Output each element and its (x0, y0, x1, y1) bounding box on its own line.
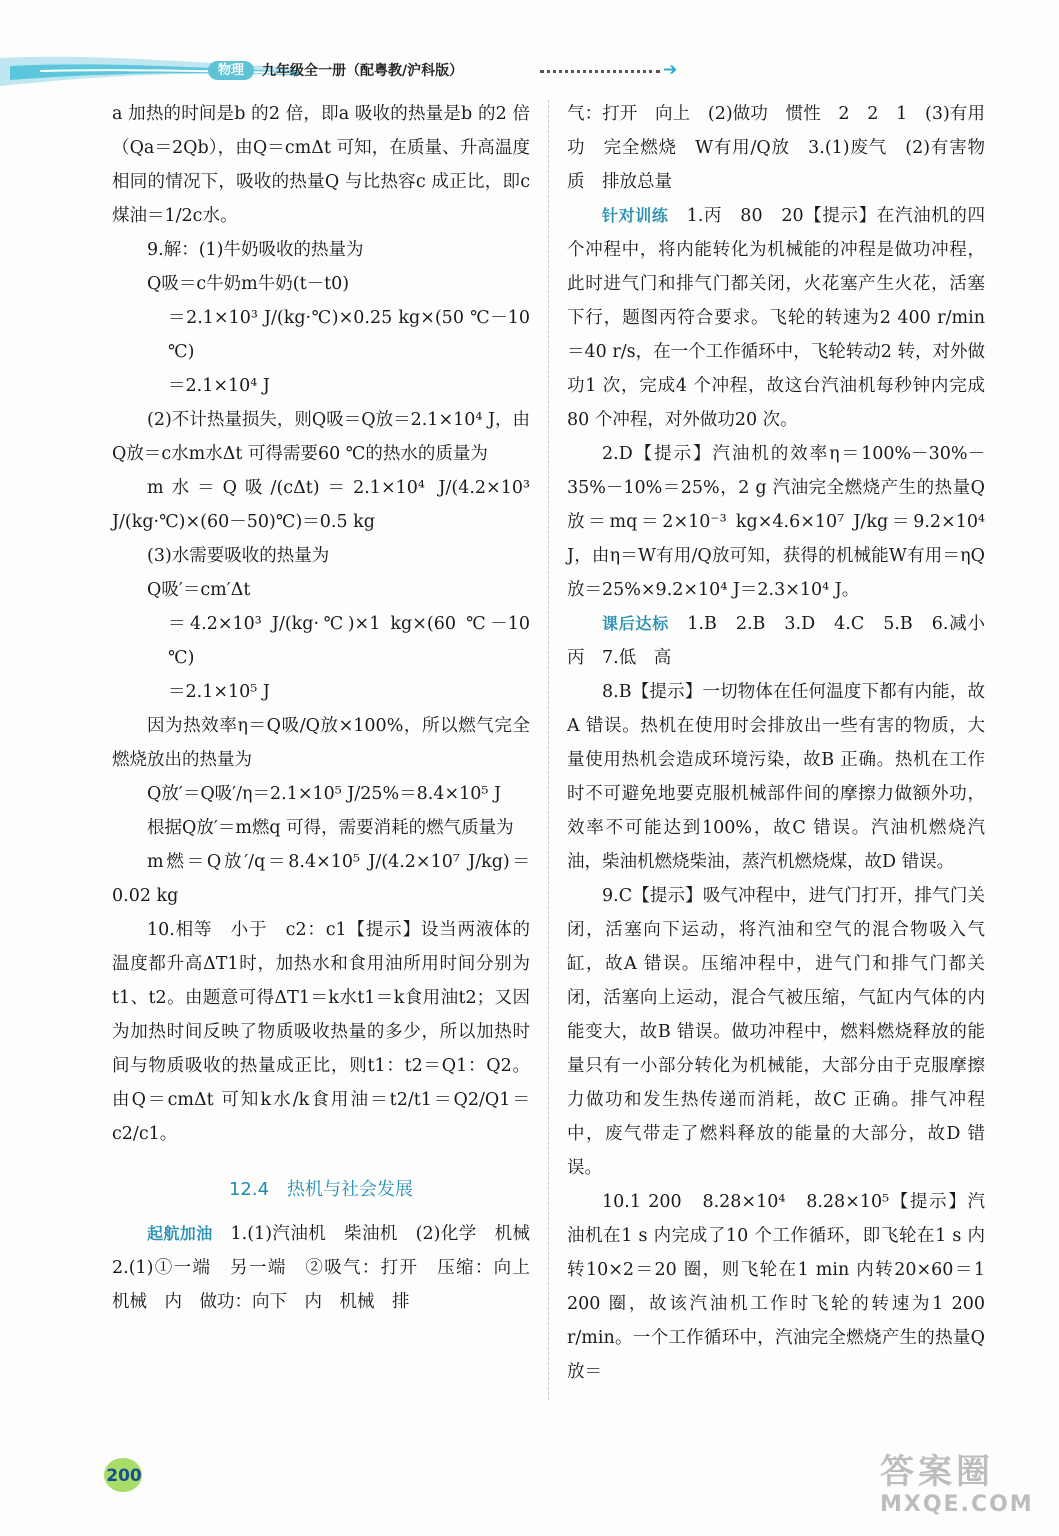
section-tag: 针对训练 (602, 206, 669, 225)
section-tag: 课后达标 (602, 614, 670, 633)
answer-paragraph (567, 199, 985, 437)
page-header (0, 52, 1059, 92)
formula-line: ＝2.1×10⁵ J (168, 682, 270, 702)
formula-line: m燃＝Q放′/q＝8.4×10⁵ J/(4.2×10⁷ J/kg)＝0.02 kg (112, 852, 530, 906)
answer-paragraph: 因为热效率η＝Q吸/Q放×100%，所以燃气完全燃烧放出的热量为 (112, 716, 530, 770)
formula-line: ＝2.1×10⁴ J (168, 376, 270, 396)
answer-paragraph: 9.解：(1)牛奶吸收的热量为 (147, 240, 364, 260)
formula-line: m水＝Q吸/(cΔt)＝2.1×10⁴ J/(4.2×10³ J/(kg·℃)×(60－50)℃)＝0.5 kg (112, 478, 530, 532)
section-title: 12.4 热机与社会发展 (228, 1179, 414, 1200)
section-tag: 起航加油 (147, 1224, 213, 1243)
header-dotted-line (540, 70, 660, 73)
answer-paragraph: 根据Q放′＝m燃q 可得，需要消耗的燃气质量为 (147, 818, 514, 838)
answer-paragraph: 9.C【提示】吸气冲程中，进气门打开，排气门关闭，活塞向下运动，将汽油和空气的混合物吸入气缸，故A 错误。压缩冲程中，进气门和排气门都关闭，活塞向上运动，混合气被压缩，气缸内气体的内能变大，故B 错误。做功冲程中，燃料燃烧释放的能量只有一小部分转化为机械能，大部分由于克服摩擦力做功和发生热传递而消耗，故C 正确。排气冲程中，废气带走了燃料释放的能量的大部分，故D 错误。 (567, 886, 985, 1178)
answer-text: 1.B 2.B 3.D 4.C 5.B 6.减小 丙 7.低 高 (567, 614, 1003, 668)
answer-paragraph (567, 607, 1003, 675)
formula-line: Q放′＝Q吸′/η＝2.1×10⁵ J/25%＝8.4×10⁵ J (147, 784, 502, 804)
arrow-right-icon: ➔ (663, 60, 678, 80)
answer-paragraph (112, 1217, 548, 1319)
answer-paragraph: a 加热的时间是b 的2 倍，即a 吸收的热量是b 的2 倍（Qa＝2Qb），由Q＝cmΔt 可知，在质量、升高温度相同的情况下，吸收的热量Q 与比热容c 成正比，即c煤油＝1/2c水。 (112, 104, 530, 226)
right-column (567, 97, 1003, 1389)
answer-paragraph: 气：打开 向上 (2)做功 惯性 2 2 1 (3)有用功 完全燃烧 W有用/Q放 3.(1)废气 (2)有害物质 排放总量 (567, 104, 985, 192)
answer-paragraph: 10.1 200 8.28×10⁴ 8.28×10⁵【提示】汽油机在1 s 内完成了10 个工作循环，即飞轮在1 s 内转10×2＝20 圈，则飞轮在1 min 内转20×60＝1 200 圈，故该汽油机工作时飞轮的转速为1 200 r/min。一个工作循环中，汽油完全燃烧产生的热量Q放＝ (567, 1192, 985, 1382)
answer-paragraph: 10.相等 小于 c2：c1【提示】设当两液体的温度都升高ΔT1时，加热水和食用油所用时间分别为t1、t2。由题意可得ΔT1＝k水t1＝k食用油t2；又因为加热时间反映了物质吸收热量的多少，所以加热时间与物质吸收的热量成正比，则t1：t2＝Q1：Q2。由Q＝cmΔt 可知k水/k食用油＝t2/t1＝Q2/Q1＝c2/c1。 (112, 920, 530, 1144)
page-number-badge (102, 1452, 146, 1496)
watermark-text: 答案圈 (880, 1452, 994, 1492)
answer-paragraph: 2.D【提示】汽油机的效率η＝100%－30%－35%－10%＝25%，2 g 汽油完全燃烧产生的热量Q放＝mq＝2×10⁻³ kg×4.6×10⁷ J/kg＝9.2×10⁴ J，由η＝W有用/Q放可知，获得的机械能W有用＝ηQ放＝25%×9.2×10⁴ J＝2.3×10⁴ J。 (567, 444, 985, 600)
subject-badge: 物理 (208, 61, 254, 80)
answer-paragraph: (2)不计热量损失，则Q吸＝Q放＝2.1×10⁴ J，由Q放＝c水m水Δt 可得需要60 ℃的热水的质量为 (112, 410, 530, 464)
answer-text: 1.(1)汽油机 柴油机 (2)化学 机械 2.(1)①一端 另一端 ②吸气：打开 压缩：向上 机械 内 做功：向下 内 机械 排 (112, 1224, 548, 1312)
page-number: 200 (106, 1466, 142, 1486)
answer-text: 1.丙 80 20【提示】在汽油机的四个冲程中，将内能转化为机械能的冲程是做功冲程，此时进气门和排气门都关闭，火花塞产生火花，活塞下行，题图丙符合要求。飞轮的转速为2 400 r/min＝40 r/s，在一个工作循环中，飞轮转动2 转，对外做功1 次，完成4 个冲程，故这台汽油机每秒钟内完成80 个冲程，对外做功20 次。 (567, 206, 985, 430)
watermark-url: MXQE.COM (880, 1492, 1034, 1517)
formula-line: ＝2.1×10³ J/(kg·℃)×0.25 kg×(50 ℃－10 ℃) (168, 308, 530, 362)
header-swoosh-decoration (0, 52, 300, 92)
answer-paragraph: (3)水需要吸收的热量为 (147, 546, 330, 566)
column-divider (548, 100, 549, 1400)
formula-line: Q吸＝c牛奶m牛奶(t－t0) (147, 274, 350, 294)
book-title: 九年级全一册（配粤教/沪科版） (262, 63, 464, 79)
answer-paragraph: 8.B【提示】一切物体在任何温度下都有内能，故A 错误。热机在使用时会排放出一些有害的物质，大量使用热机会造成环境污染，故B 正确。热机在工作时不可避免地要克服机械部件间的摩擦力做额外功，效率不可能达到100%，故C 错误。汽油机燃烧汽油，柴油机燃烧柴油，蒸汽机燃烧煤，故D 错误。 (567, 682, 985, 872)
left-column (112, 97, 548, 1319)
formula-line: Q吸′＝cm′Δt (147, 580, 251, 600)
formula-line: ＝4.2×10³ J/(kg·℃)×1 kg×(60 ℃－10 ℃) (168, 614, 530, 668)
watermark (880, 1452, 1050, 1532)
